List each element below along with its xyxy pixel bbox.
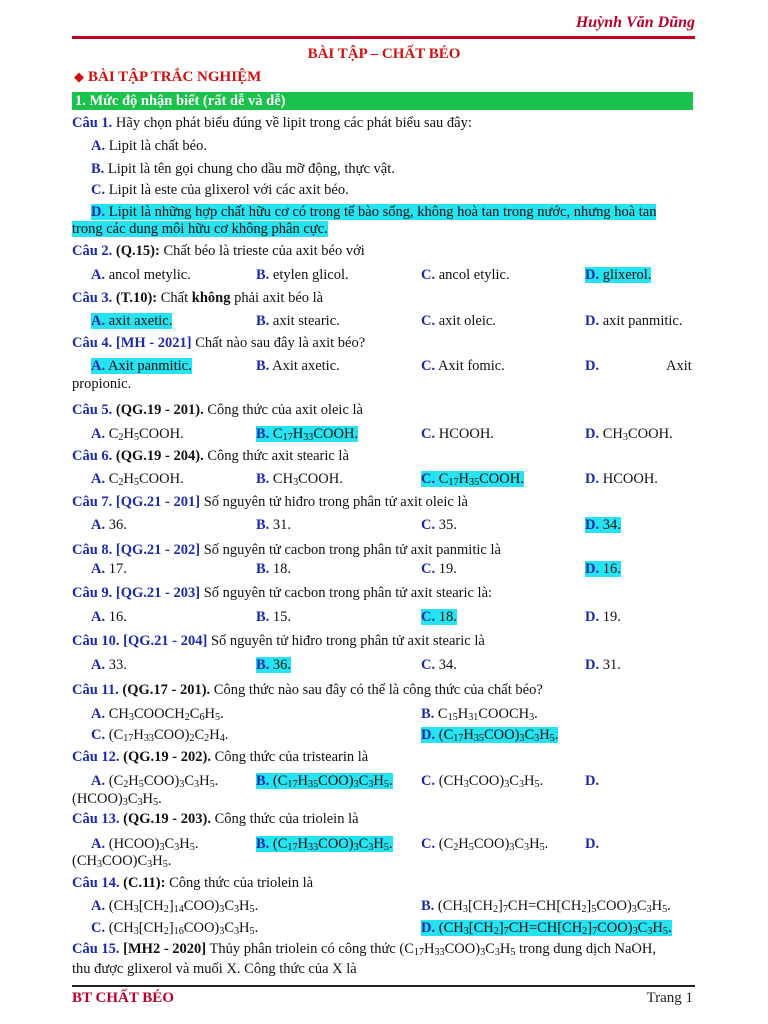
question-14: Câu 14. (C.11): Công thức của triolein là	[72, 875, 314, 891]
q1-option-d: D. Lipit là những hợp chất hữu cơ có trong tế bào sống, không hoà tan trong nước, nhưng hoà tan	[91, 204, 657, 220]
q3-option-a: A. axit axetic.	[91, 313, 173, 329]
question-8: Câu 8. [QG.21 - 202] Số nguyên tử cacbon trong phân tử axit panmitic là	[72, 542, 501, 558]
q9-option-a: A. 16.	[91, 609, 127, 625]
question-13: Câu 13. (QG.19 - 203). Công thức của triolein là	[72, 811, 359, 827]
q5-option-b: B. $C_{17}H_{33}COOH$.	[256, 426, 359, 444]
question-5: Câu 5. (QG.19 - 201). Công thức của axit oleic là	[72, 402, 363, 418]
q5-option-c: C. HCOOH.	[421, 426, 494, 442]
q8-option-c: C. 19.	[421, 561, 457, 577]
q13-option-a: A. $(HCOO)_3C_3H_5$.	[91, 836, 199, 854]
q7-option-a: A. 36.	[91, 517, 127, 533]
q3-option-b: B. axit stearic.	[256, 313, 340, 329]
q9-option-b: B. 15.	[256, 609, 292, 625]
q10-option-d: D. 31.	[585, 657, 621, 673]
q4-option-d-cont: propionic.	[72, 376, 132, 392]
q12-option-d-cont: $(HCOO)_3C_3H_5$.	[72, 791, 162, 809]
q2-option-d: D. glixerol.	[585, 267, 652, 283]
q7-option-d: D. 34.	[585, 517, 621, 533]
q11-option-d: D. $(C_{17}H_{35}COO)_3C_3H_5$.	[421, 727, 559, 745]
q12-option-b: B. $(C_{17}H_{35}COO)_3C_3H_5$.	[256, 773, 393, 791]
question-3: Câu 3. (T.10): Chất không phải axit béo là	[72, 290, 324, 306]
q1-option-b: B. Lipit là tên gọi chung cho dầu mỡ động, thực vật.	[91, 161, 395, 177]
q14-option-a: A. $(CH_3[CH_2]_{14}COO)_3C_3H_5$.	[91, 898, 259, 916]
q10-option-a: A. 33.	[91, 657, 127, 673]
section-heading-text: BÀI TẬP TRẮC NGHIỆM	[88, 69, 262, 85]
q8-option-b: B. 18.	[256, 561, 292, 577]
q14-option-b: B. $(CH_3[CH_2]_7CH=CH[CH_2]_5COO)_3C_3H_5$.	[421, 898, 671, 916]
q4-option-d: D.	[585, 358, 600, 374]
question-15: Câu 15. [MH2 - 2020] Thủy phân triolein có công thức $(C_{17}H_{33}COO)_3C_3H_5$ trong dung dịch NaOH,	[72, 941, 656, 959]
q10-option-b: B. 36.	[256, 657, 292, 673]
q14-option-d: D. $(CH_3[CH_2]_7CH=CH[CH_2]_7COO)_3C_3H_5$.	[421, 920, 672, 938]
q7-option-c: C. 35.	[421, 517, 457, 533]
question-1: Câu 1. Hãy chọn phát biểu đúng về lipit trong các phát biểu sau đây:	[72, 115, 472, 131]
footer-title: BT CHẤT BÉO	[72, 990, 174, 1006]
q8-option-d: D. 16.	[585, 561, 621, 577]
question-9: Câu 9. [QG.21 - 203] Số nguyên tử cacbon trong phân tử axit stearic là:	[72, 585, 493, 601]
question-4: Câu 4. [MH - 2021] Chất nào sau đây là axit béo?	[72, 335, 366, 351]
q2-option-c: C. ancol etylic.	[421, 267, 510, 283]
q4-option-b: B. Axit axetic.	[256, 358, 340, 374]
q9-option-d: D. 19.	[585, 609, 621, 625]
q12-option-d: D.	[585, 773, 600, 789]
question-11: Câu 11. (QG.17 - 201). Công thức nào sau đây có thể là công thức của chất béo?	[72, 682, 543, 698]
header-rule	[72, 36, 695, 39]
q14-option-c: C. $(CH_3[CH_2]_{16}COO)_3C_3H_5$.	[91, 920, 259, 938]
q6-option-c: C. $C_{17}H_{35}COOH$.	[421, 471, 524, 489]
question-12: Câu 12. (QG.19 - 202). Công thức của tristearin là	[72, 749, 369, 765]
footer-rule	[72, 985, 695, 987]
question-2: Câu 2. (Q.15): Chất béo là trieste của axit béo với	[72, 243, 365, 259]
question-7: Câu 7. [QG.21 - 201] Số nguyên tử hiđro trong phân tử axit oleic là	[72, 494, 468, 510]
q2-option-a: A. ancol metylic.	[91, 267, 191, 283]
q6-option-a: A. $C_2H_5COOH$.	[91, 471, 184, 489]
page-title: BÀI TẬP – CHẤT BÉO	[307, 46, 461, 62]
q5-option-d: D. $CH_3COOH$.	[585, 426, 673, 444]
q13-option-b: B. $(C_{17}H_{33}COO)_3C_3H_5$.	[256, 836, 393, 854]
q3-option-d: D. axit panmitic.	[585, 313, 683, 329]
q11-option-a: A. $CH_3COOCH_2C_6H_5$.	[91, 706, 224, 724]
author-name: Huỳnh Văn Dũng	[575, 14, 695, 31]
q1-option-c: C. Lipit là este của glixerol với các axit béo.	[91, 182, 349, 198]
q10-option-c: C. 34.	[421, 657, 457, 673]
q1-option-d-cont: trong các dung môi hữu cơ không phân cực.	[72, 221, 328, 237]
q12-option-c: C. $(CH_3COO)_3C_3H_5$.	[421, 773, 544, 791]
diamond-icon: ◆	[74, 69, 84, 84]
question-15-line-2: thu được glixerol và muối X. Công thức của X là	[72, 961, 357, 977]
q8-option-a: A. 17.	[91, 561, 127, 577]
level-title: 1. Mức độ nhận biết (rất dễ và dễ)	[75, 93, 286, 109]
q13-option-c: C. $(C_2H_5COO)_3C_3H_5$.	[421, 836, 549, 854]
q13-option-d-cont: $(CH_3COO)C_3H_5$.	[72, 853, 172, 871]
q9-option-c: C. 18.	[421, 609, 457, 625]
level-bar	[72, 92, 693, 110]
question-10: Câu 10. [QG.21 - 204] Số nguyên tử hiđro trong phân tử axit stearic là	[72, 633, 485, 649]
question-6: Câu 6. (QG.19 - 204). Công thức axit stearic là	[72, 448, 349, 464]
q5-option-a: A. $C_2H_5COOH$.	[91, 426, 184, 444]
page-number: Trang 1	[646, 990, 693, 1006]
q11-option-b: B. $C_{15}H_{31}COOCH_3$.	[421, 706, 538, 724]
q13-option-d: D.	[585, 836, 600, 852]
q2-option-b: B. etylen glicol.	[256, 267, 349, 283]
q1-option-a: A. Lipit là chất béo.	[91, 138, 207, 154]
q4-option-d-text: Axit	[666, 358, 692, 374]
q3-option-c: C. axit oleic.	[421, 313, 496, 329]
q6-option-d: D. HCOOH.	[585, 471, 658, 487]
q6-option-b: B. $CH_3COOH$.	[256, 471, 343, 489]
q7-option-b: B. 31.	[256, 517, 292, 533]
q4-option-a: A. Axit panmitic.	[91, 358, 192, 374]
q12-option-a: A. $(C_2H_5COO)_3C_3H_5$.	[91, 773, 219, 791]
q11-option-c: C. $(C_{17}H_{33}COO)_2C_2H_4$.	[91, 727, 229, 745]
q4-option-c: C. Axit fomic.	[421, 358, 505, 374]
section-heading	[74, 69, 261, 86]
